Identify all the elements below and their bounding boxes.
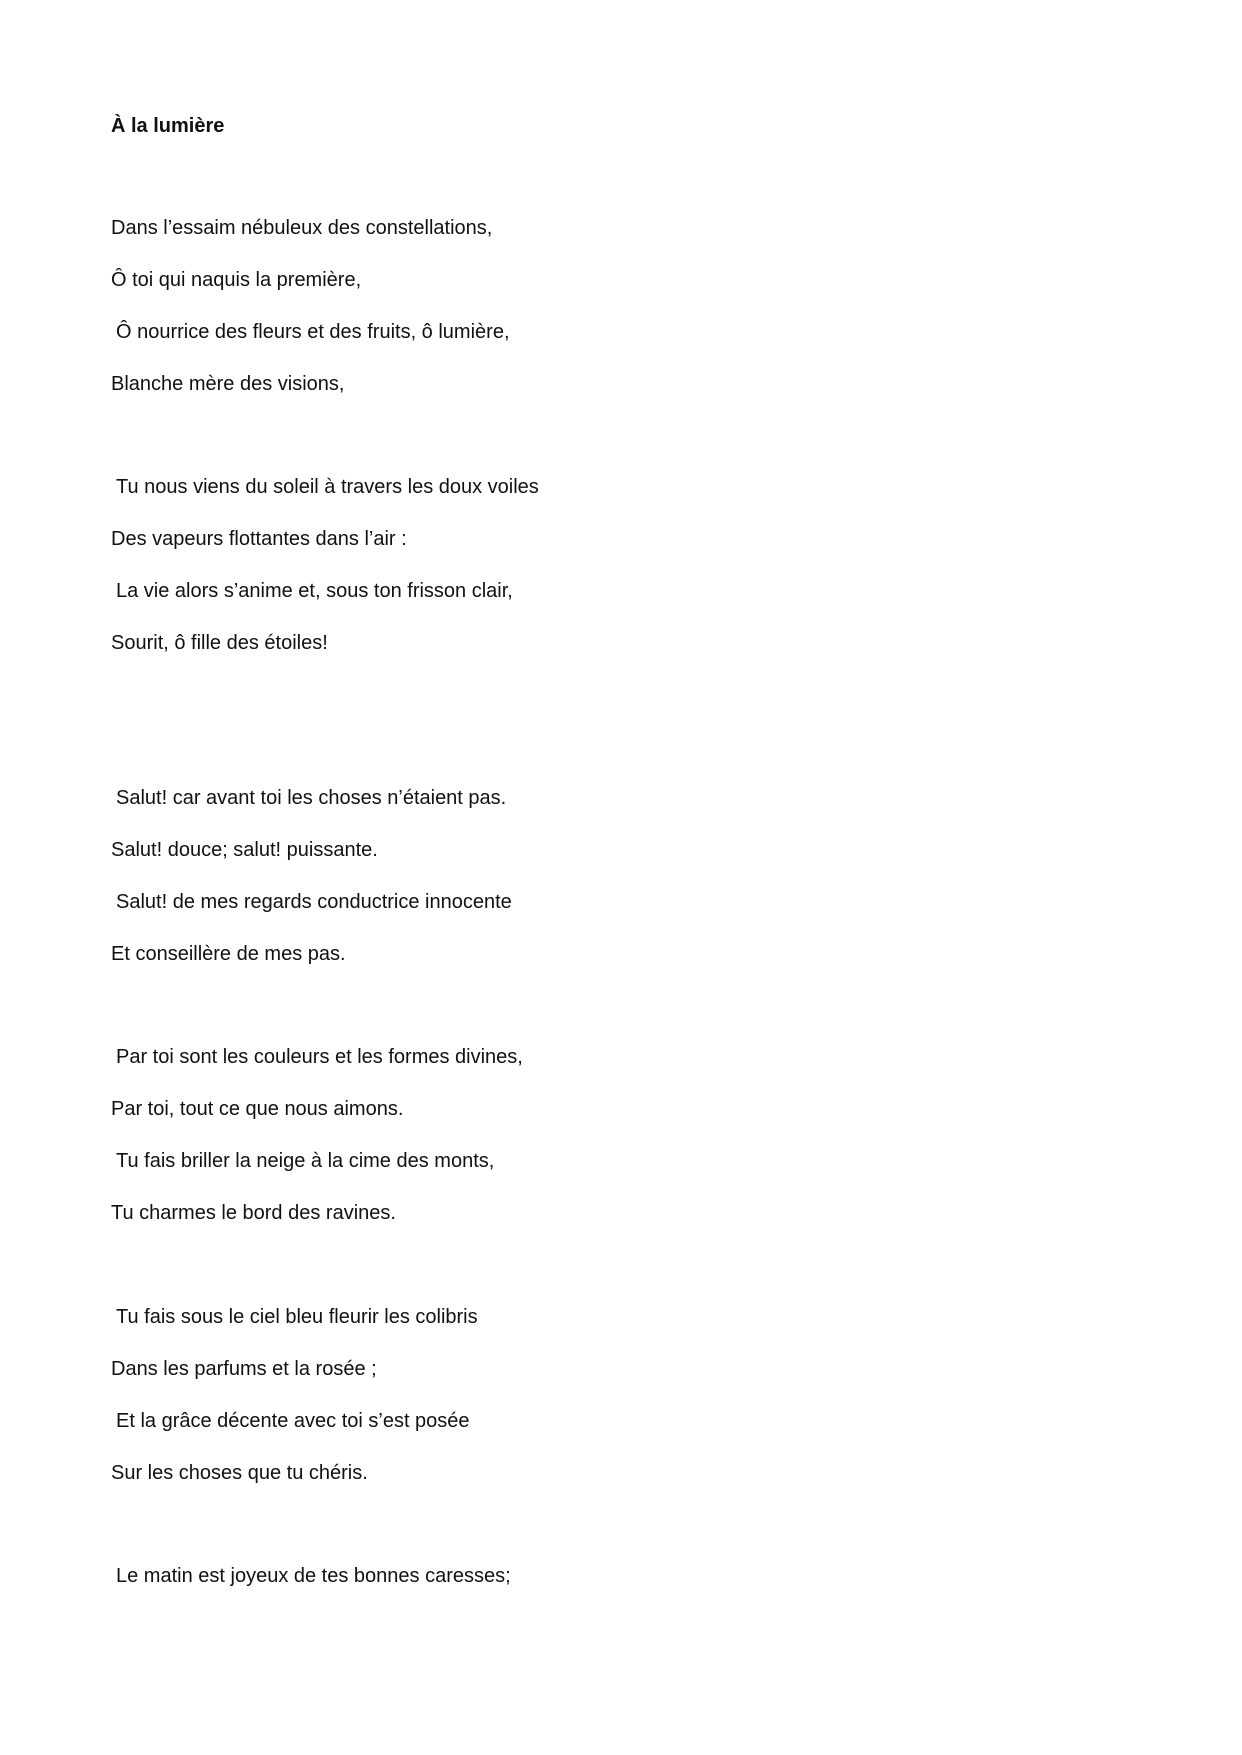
- poem-line: Ô nourrice des fleurs et des fruits, ô lumière,: [116, 321, 510, 343]
- poem-line: Salut! de mes regards conductrice innocente: [116, 891, 512, 913]
- poem-line: La vie alors s’anime et, sous ton frisson clair,: [116, 580, 513, 602]
- poem-line: Tu fais briller la neige à la cime des monts,: [116, 1150, 495, 1172]
- poem-line: Tu fais sous le ciel bleu fleurir les colibris: [116, 1306, 478, 1328]
- poem-line: Salut! douce; salut! puissante.: [111, 839, 378, 861]
- poem-line: Et conseillère de mes pas.: [111, 943, 346, 965]
- poem-line: Des vapeurs flottantes dans l’air :: [111, 528, 407, 550]
- poem-line: Le matin est joyeux de tes bonnes caresses;: [116, 1565, 511, 1587]
- poem-line: Sourit, ô fille des étoiles!: [111, 632, 328, 654]
- poem-line: Sur les choses que tu chéris.: [111, 1462, 368, 1484]
- poem-line: Salut! car avant toi les choses n’étaient pas.: [116, 787, 507, 809]
- poem-line: Et la grâce décente avec toi s’est posée: [116, 1410, 470, 1432]
- poem-line: Tu nous viens du soleil à travers les doux voiles: [116, 476, 539, 498]
- poem-line: Dans l’essaim nébuleux des constellations,: [111, 217, 493, 239]
- poem-line: Par toi sont les couleurs et les formes divines,: [116, 1046, 523, 1068]
- poem-line: Tu charmes le bord des ravines.: [111, 1202, 396, 1224]
- poem-line: Ô toi qui naquis la première,: [111, 269, 362, 291]
- poem-line: Par toi, tout ce que nous aimons.: [111, 1098, 404, 1120]
- poem-line: Dans les parfums et la rosée ;: [111, 1358, 377, 1380]
- poem-title: À la lumière: [111, 115, 225, 137]
- poem-line: Blanche mère des visions,: [111, 373, 345, 395]
